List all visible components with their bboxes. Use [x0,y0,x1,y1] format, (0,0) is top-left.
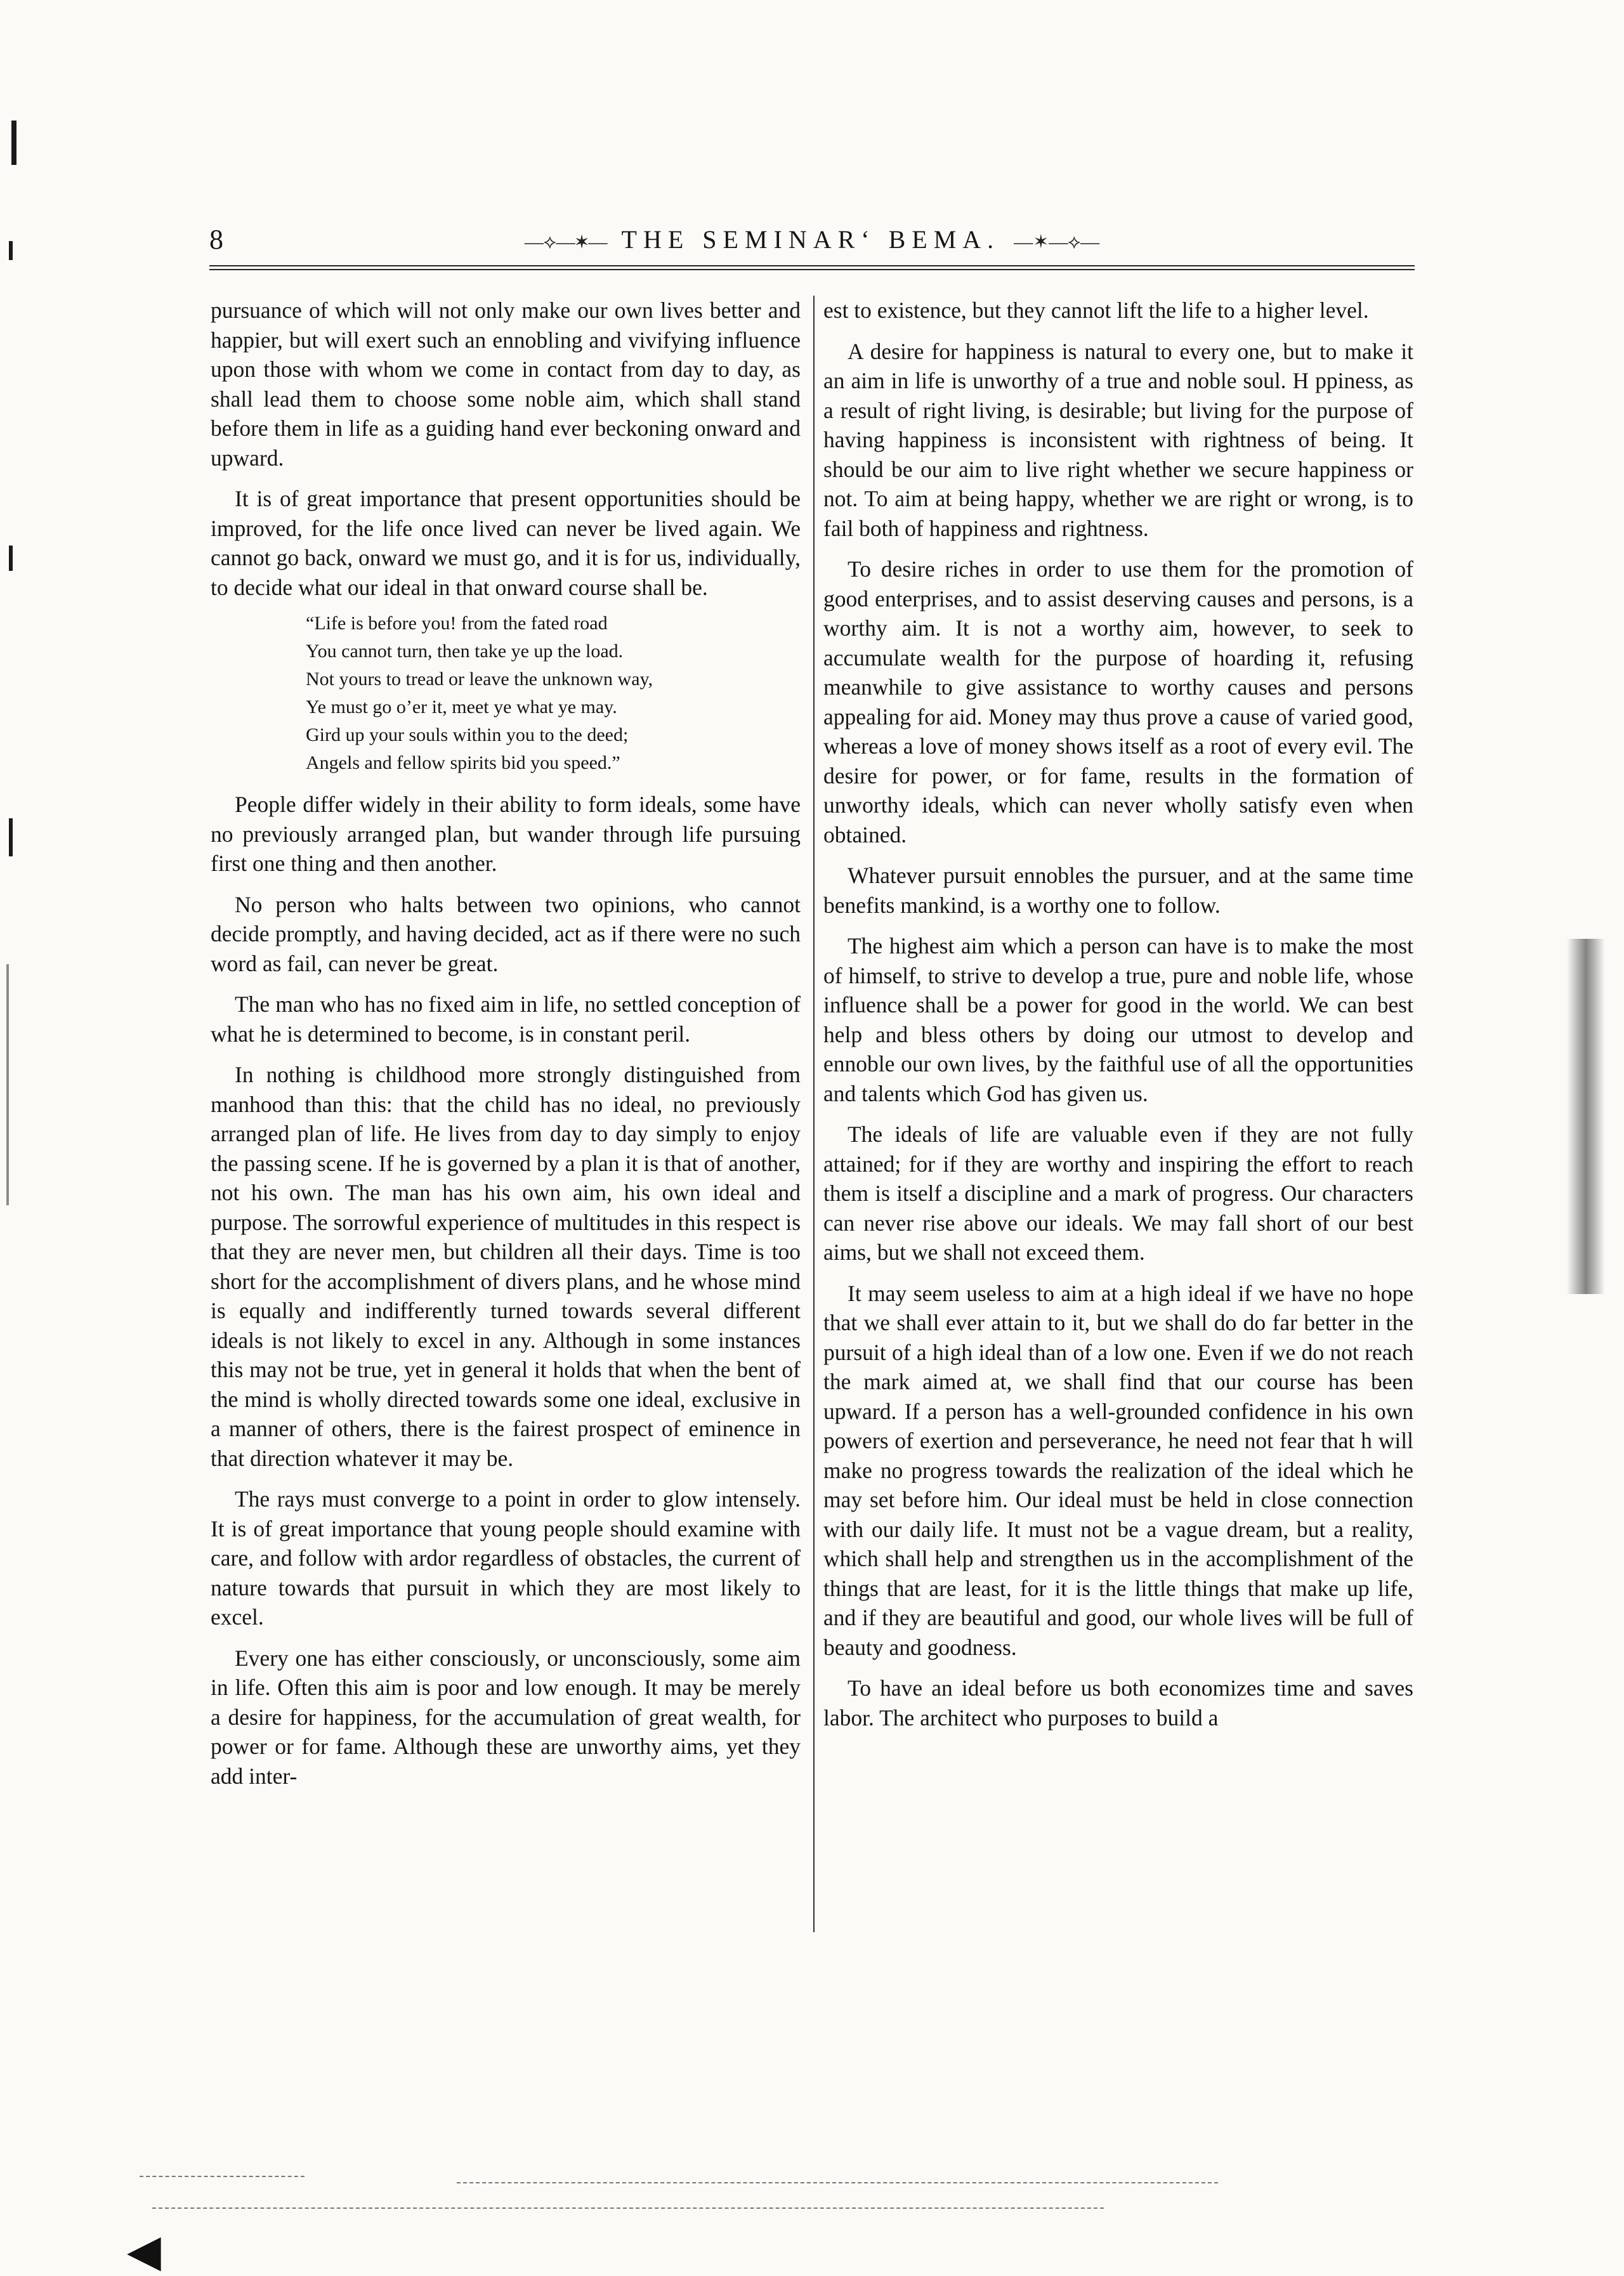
scan-edge-mark [9,241,13,260]
paragraph: The man who has no fixed aim in life, no settled conception of what he is determined to become, is in constant peril. [211,991,801,1047]
right-column [823,296,1413,1744]
flourish-left-ornament: —⟡—✶— [524,232,608,252]
arrow-mark-icon: ◀ [127,2227,161,2276]
paragraph: The rays must converge to a point in order to glow intensely. It is of great importance that young people should examine with care, and follow with ardor regardless of obstacles, the current of nature towards that pursuit in which they are most likely to excel. [211,1486,801,1630]
page-number: 8 [209,224,223,255]
scan-dash [457,2182,1218,2183]
scan-dash [152,2207,1104,2209]
column-rule [813,296,815,1932]
paragraph: est to existence, but they cannot lift the life to a higher level. [823,298,1369,323]
paragraph: The ideals of life are valuable even if they are not fully attained; for if they are worthy and inspiring the effort to reach them is itself a discipline and a mark of progress. Our characters can never rise above our ideals. We may fall short of our best aims, but we shall not exceed them. [823,1122,1413,1265]
poem-line: You cannot turn, then take ye up the load. [306,641,624,662]
paragraph: People differ widely in their ability to form ideals, some have no previously arranged plan, but wander through life pursuing first one thing and then another. [211,792,801,876]
poem-line: Gird up your souls within you to the deed; [306,724,629,745]
paragraph: The highest aim which a person can have is to make the most of himself, to strive to develop a true, pure and noble life, whose influence shall be a power for good in the world. We can best help and bless others by doing our utmost to develop and ennoble our own lives, by the faithful use of all the opportunities and talents which God has given us. [823,933,1413,1106]
poem-line: Not yours to tread or leave the unknown way, [306,669,653,690]
scan-edge-mark [6,964,9,1205]
paragraph: It may seem useless to aim at a high ideal if we have no hope that we shall ever attain to it, but we shall do do far better in the pursuit of a high ideal than of a low one. Even if we do not reach the mark aimed at, we shall find that our course has been upward. If a person has a well-grounded confidence in his own powers of exertion and perseverance, he need not fear that h will make no progress towards the realization of the ideal which he may set before him. Our ideal must be held in close connection with our daily life. It must not be a vague dream, but a reality, which shall help and strengthen us in the accomplishment of the things that are least, for it is the little things that make up life, and if they are beautiful and good, our whole lives will be full of beauty and goodness. [823,1280,1413,1660]
paragraph: A desire for happiness is natural to every one, but to make it an aim in life is unworthy of a true and noble soul. H ppiness, as a result of right living, is desirable; but living for the purpose of having happiness is inconsistent with rightness of being. It should be our aim to live right whether we secure happiness or not. To aim at being happy, whether we are right or wrong, is to fail both of happiness and rightness. [823,338,1413,541]
paragraph: No person who halts between two opinions, who cannot decide promptly, and having decided, act as if there were no such word as fail, can never be great. [211,891,801,976]
paragraph: In nothing is childhood more strongly distinguished from manhood than this: that the child has no ideal, no previously arranged plan of life. He lives from day to day simply to enjoy the passing scene. If he is governed by a plan it is that of another, not his own. The man has his own aim, his own ideal and purpose. The sorrowful experience of multitudes in this respect is that they are never men, but children all their days. Time is too short for the accomplishment of divers plans, and he whose mind is equally and indifferently turned towards several different ideals is not likely to excel in any. Although in some instances this may not be true, yet in general it holds that when the bent of the mind is wholly directed towards some one ideal, exclusive in a manner of others, there is the fairest prospect of eminence in that direction whatever it may be. [211,1062,801,1471]
paragraph: Whatever pursuit ennobles the pursuer, and at the same time benefits mankind, is a worthy one to follow. [823,863,1413,918]
scan-edge-mark [9,546,13,571]
page-header [209,221,1415,259]
footer-scan-marks [127,2157,1269,2276]
paragraph: pursuance of which will not only make our own lives better and happier, but will exert such an ennobling and vivifying influence upon those with whom we come in contact from day to day, as shall lead them to choose some noble aim, which shall stand before them in life as a guiding hand ever beckoning onward and upward. [211,298,801,471]
scan-dash [140,2176,304,2177]
scan-edge-mark [9,818,13,856]
poem-line: Ye must go o’er it, meet ye what ye may. [306,697,617,717]
journal-title: THE SEMINARʻ BEMA. [621,225,1000,254]
paragraph: To desire riches in order to use them for the promotion of good enterprises, and to assist deserving causes and persons, is a worthy aim. It is not a worthy aim, however, to seek to accumulate wealth for the purpose of hoarding it, refusing meanwhile to give assistance to worthy causes and persons appealing for aid. Money may thus prove a cause of varied good, whereas a love of money shows itself as a root of every evil. The desire for power, or for fame, results in the formation of unworthy ideals, which can never wholly satisfy even when obtained. [823,556,1413,847]
paragraph: Every one has either consciously, or unconsciously, some aim in life. Often this aim is poor and low enough. It may be merely a desire for happiness, for the accumulation of great wealth, for power or for fame. Although these are unworthy aims, yet they add inter- [211,1645,801,1789]
running-head [209,221,1415,261]
scan-edge-mark [11,121,16,165]
paragraph: It is of great importance that present opportunities should be improved, for the life once lived can never be lived again. We cannot go back, onward we must go, and it is for us, individually, to decide what our ideal in that onward course shall be. [211,486,801,600]
binding-shadow [1567,939,1605,1294]
paragraph: To have an ideal before us both economizes time and saves labor. The architect who purposes to build a [823,1675,1413,1730]
poem-line: “Life is before you! from the fated road [306,613,608,634]
poem-line: Angels and fellow spirits bid you speed.” [306,752,620,773]
flourish-right-ornament: —✶—⟡— [1014,232,1100,252]
quoted-poem [306,610,801,777]
left-column [211,296,801,1802]
header-rule [209,265,1415,270]
